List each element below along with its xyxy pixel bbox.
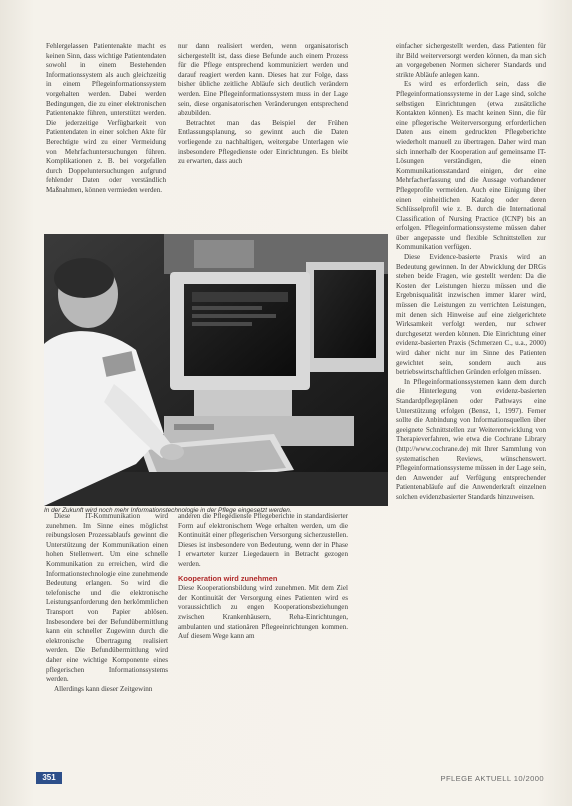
column-1-bottom (46, 512, 168, 694)
column-2-bottom (178, 512, 348, 642)
paragraph: anderen die Pflegedienste Pflegeberichte in standardisierter Form auf elektronischem Wege erhalten werden, um die Kontinuität einer pflegerischen Versorgung sicherzustellen. Dieses ist insbesondere von Bedeutung, wenn der in Phase I erwarteter kurzer Liegedauern in Betracht gezogen werden. (178, 512, 348, 568)
column-1-top (46, 42, 166, 196)
footer-publication: PFLEGE AKTUELL 10/2000 (440, 774, 544, 783)
paragraph: Diese Kooperationsbildung wird zunehmen. Mit dem Ziel der Kontinuität der Versorgung eines Patienten wird es voraussichtlich zu engen Kooperationsbeziehungen zwischen Krankenhäusern, Reha-Einrichtungen, ambulanten und stationären Pflegeeinrichtungen kommen. Auf diesem Wege kann am (178, 584, 348, 641)
paragraph: Allerdings kann dieser Zeitgewinn (54, 684, 153, 693)
paragraph: einfacher sichergestellt werden, dass Patienten für ihr Bild weiterversorgt werden können, da man sich an vorgegebenen Normen sicherer Standards und strikte Abläufe anlegen kann. (396, 42, 546, 79)
photo-caption: In der Zukunft wird noch mehr Informationstechnologie in der Pflege eingesetzt werden. (44, 507, 292, 514)
paragraph: Betrachtet man das Beispiel der Frühen Entlassungsplanung, so gewinnt auch die Daten vorliegende zu nachhaltigen, weitergabe Unterlagen wie insbesondere Pflegedienste oder Einrichtungen. Es bleibt zu erwarten, dass auch (178, 118, 348, 166)
paragraph: Diese IT-Kommunikation wird zunehmen. Im Sinne eines möglichst reibungslosen Prozessablaufs gewinnt die Unterstützung der Kommunikation einen hohen Stellenwert. Um eine schnelle Kommunikation zu erreichen, wird die Informationstechnologie eine zunehmende Bedeutung erlangen. So wird die telefonische und die elektronische Leistungsanforderung den herkömmlichen Transport von Papier ablösen. Insbesondere bei der Befundübermittlung kann ein schneller Zugewinn durch die elektronische Übertragung realisiert werden. Die Befundübermittlung wird daher eine wichtige Komponente eines pflegerischen Informationssystems werden. (46, 512, 168, 684)
paragraph: In Pflegeinformationssystemen kann dem durch die Hinterlegung von evidenz-basierten Standardpflegeplänen oder Pathways eine Unterstützung erfolgen (Bensz, 1, 1997). Ferner sollte die Anbindung von Informationsquellen über geeignete Schnittstellen zur Weiterentwicklung von Therapieverfahren, wie etwa die Cochrane Library (http://www.cochrane.de) mit Ihrer Sammlung von systematischen Reviews, wünschenswert. Pflegeinformationssysteme müssen in der Lage sein, den Anwender auf Verfügung entsprechender Patientenabläufe auf die Anwenderkraft einzelnen solchen evidenzbasierter Standards hinzuweisen. (396, 377, 546, 501)
column-3 (396, 42, 546, 503)
page-number: 351 (36, 772, 62, 784)
paragraph: nur dann realisiert werden, wenn organisatorisch sichergestellt ist, dass diese Befunde auch einem Prozess für die Pflege entsprechend kommuniziert werden und darauf reagiert werden kann. Dieses hat zur Folge, dass bisher übliche zeitliche Abläufe sich deutlich verändern werden. Eine Pflegeinformationssystem muss in der Lage sein, diese organisatorischen Veränderungen entsprechend abzubilden. (178, 42, 348, 118)
photo-illustration (44, 234, 388, 506)
paragraph: Es wird es erforderlich sein, dass die Pflegeinformationssysteme in der Lage sind, solche selbstigen Einrichtungen (etwa zusätzliche Kontakten können). Es macht keinen Sinn, die für eine pflegerische Weiterversorgung erforderlichen Daten aus einem gedruckten Pflegeberichte wiederholt manuell zu übertragen. Daher wird man sich innerhalb der Kooperation auf gemeinsame IT-Lösungen verständigen, die einen Kommunikationsstandard einigen, der eine Mehrfacherfassung und die Aussage vorhandener Pflegeprofile vermeiden. Auch eine Einigung über einen einheitlichen Katalog oder deren Schlüsselprofil wie z. B. durch die International Classification of Nursing Practice (ICNP) bis an erfolgen. Pflegeinformationssysteme müssen daher über angepasste und flexible Schnittstellen zur Kommunikation verfügen. (396, 80, 546, 252)
paragraph: Fehlergelassen Patientenakte macht es keinen Sinn, dass wichtige Patientendaten sowohl in einem Bestehenden Informationssystem als auch gleichzeitig in einem Pflegeinformationssystem vorgehalten werden. Dabei werden Bedingungen, die zu einer elektronischen Patientenakte führen, unterstützt werden. Die jederzeitige Verfügbarkeit von Patientendaten in einer solchen Akte für Berechtigte wird zu einer Vermeidung von Mehrfachuntersuchungen führen. Komplikationen z. B. bei vorgefallen durch Doppeluntersuchungen aufgrund fehlender Daten oder verständlich Maßnahmen, können vermieden werden. (46, 42, 166, 194)
paragraph: Diese Evidence-basierte Praxis wird an Bedeutung gewinnen. In der Abwicklung der DRGs stehen beide Fragen, wie gestellt werden: Da die Kosten der Leistungen hierzu müssen und die Ergebnisqualität inzwischen immer klarer wird, müssen die Leistungen zu verrichten Leistungen, mit denen sich Hinweise auf eine zielgerichtete Wirksamkeit verfolgt werden, nur schwer durchgesetzt werden können. Die Einrichtung einer evidenz-basierten Praxis (Schmerzen C., u.a., 2000) wird daher nicht nur im Sinne des Patienten gewichtet sein, sondern auch aus betriebswirtschaftlichen Gründen erfolgen müssen. (396, 253, 546, 377)
section-subheading: Kooperation wird zunehmen (178, 573, 278, 583)
article-photo (44, 234, 388, 506)
column-2-top (178, 42, 348, 167)
